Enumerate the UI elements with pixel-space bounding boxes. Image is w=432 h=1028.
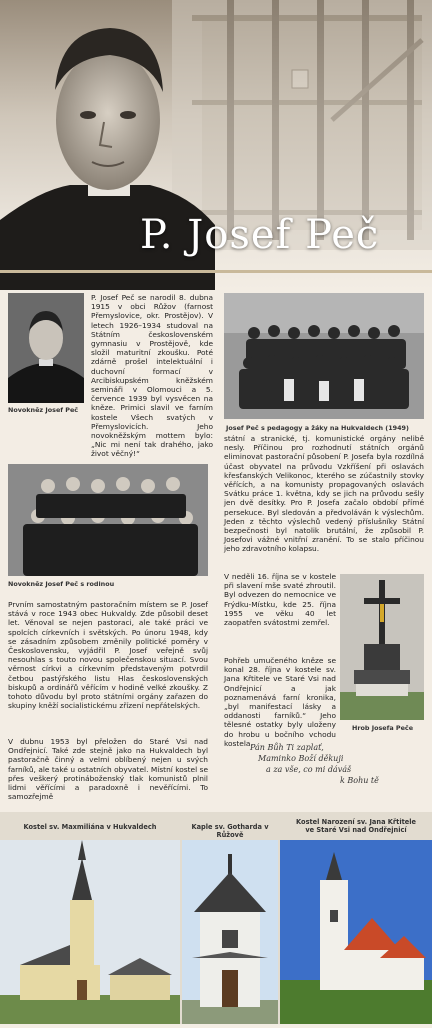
caption-pedagogues: Josef Peč s pedagogy a žáky na Hukvaldech (1949) xyxy=(226,424,409,432)
handwriting-line: a za vše, co mi dáváš xyxy=(266,765,352,774)
paragraph-hukvaldy: Prvním samostatným pastoračním místem se P. Josef stává v roce 1943 obec Hukvaldy. Zde působil deset let. Věnoval se nejen pastoraci, ale také práci ve spolcích církevních i světských. Po únoru 1948, kdy se zásadním způsobem změnily politické poměry v Československu, vyjádřil P. Josef veřejně svůj nesouhlas s touto novou společenskou situací. Svou věrnost církvi a církevním představeným potvrdil četbou pastýřského listu Hlas československých biskupů a ordinářů věřícím v hodině velké zkoušky. Z tohoto důvodu byl proto státními orgány zařazen do skupiny kněží socialistickému zřízení nepřátelských. xyxy=(8,600,208,711)
handwriting-line: Pán Bůh Ti zaplať, xyxy=(250,743,324,752)
church-label-line: ve Staré Vsi nad Ondřejnicí xyxy=(305,826,407,834)
pedagogues-photo xyxy=(224,293,424,419)
church-photo-hukvaldy xyxy=(0,840,180,1024)
caption-grave: Hrob Josefa Peče xyxy=(352,724,414,732)
church-label-ruzov: Kaple sv. Gotharda v Růžově xyxy=(191,823,269,839)
paragraph-stara-ves: V dubnu 1953 byl přeložen do Staré Vsi nad Ondřejnicí. Také zde stejně jako na Hukvaldech byl pastoračně činný a velmi oblíbený nejen u svých farníků, ale také u ostatních obyvatel. Místní kostel se přes veškerý protináboženský tlak komunistů plnil lidmi věřícími a paradoxně i nevěřícími. To samozřejmě xyxy=(8,737,208,802)
handwriting-line: k Bohu tě xyxy=(340,776,379,785)
church-photo-ruzov xyxy=(182,840,278,1024)
grave-photo xyxy=(340,574,424,720)
church-label-stara-ves xyxy=(280,818,432,834)
handwritten-note xyxy=(250,742,420,786)
paragraph-persecution: státní a stranické, tj. komunistické orgány nelibě nesly. Příčinou pro rozhodnutí státních orgánů eliminovat pastorační působení P. Josefa byla rozdílná účast obyvatel na průvodu Vzkříšení při oslavách křesťanských Velikonoc, kterého se zúčastnily stovky věřících, a na komunisty propagovaných oslavách Svátku práce 1. května, kdy se jich na průvodu sešly jen dvě desítky. Pro P. Josefa začalo období přímé persekuce. Byl sledován a předvoláván k výslechům. Jeden z těchto výslechů vedený příslušníky Státní bezpečnosti byl natolik brutální, že způsobil P. Josefovi vážné vnitřní zranění. To se stalo příčinou jeho zdravotního kolapsu. xyxy=(224,434,424,554)
church-label-hukvaldy: Kostel sv. Maxmiliána v Hukvaldech xyxy=(23,823,157,831)
hero-banner xyxy=(0,0,432,290)
divider xyxy=(0,270,432,273)
paragraph-birth: P. Josef Peč se narodil 8. dubna 1915 v obci Růžov (farnost Přemyslovice, okr. Prostějov). V letech 1926–1934 studoval na Státním československém gymnasiu v Prostějově, kde složil maturitní zkoušku. Poté zdárně prošel intelektuální i duchovní formací v Arcibiskupském kněžském semináři v Olomouci a 5. července 1939 byl vysvěcen na kněze. Primici slavil ve farním kostele Všech svatých v Přemyslovicích. Jeho novokněžským mottem bylo: „Nic mi není tak drahého, jako život věčný!“ xyxy=(91,293,213,459)
paragraph-funeral: Pohřeb umučeného kněze se konal 28. října v kostele sv. Jana Křtitele ve Staré Vsi nad Ondřejnicí a jak poznamenává farní kronika, „byl manifestací lásky a oddanosti farníků.“ Jeho tělesné ostatky byly uloženy do hrobu u bočního vchodu kostela. xyxy=(224,656,336,748)
young-priest-photo xyxy=(8,293,84,403)
caption-family: Novokněz Josef Peč s rodinou xyxy=(8,580,115,588)
church-label-line: Kostel Narození sv. Jana Křtitele xyxy=(296,818,416,826)
page-title: P. Josef Peč xyxy=(140,212,380,258)
church-photo-stara-ves xyxy=(280,840,432,1024)
paragraph-death: V neděli 16. října se v kostele při slavení mše svaté zhroutil. Byl odvezen do nemocnice ve Frýdku-Místku, kde 25. října 1955 ve věku 40 let zaopatřen svátostmi zemřel. xyxy=(224,572,336,628)
caption-young-priest: Novokněz Josef Peč xyxy=(8,406,79,414)
handwriting-line: Maminko Boží děkuji xyxy=(258,754,344,763)
family-photo xyxy=(8,464,208,576)
